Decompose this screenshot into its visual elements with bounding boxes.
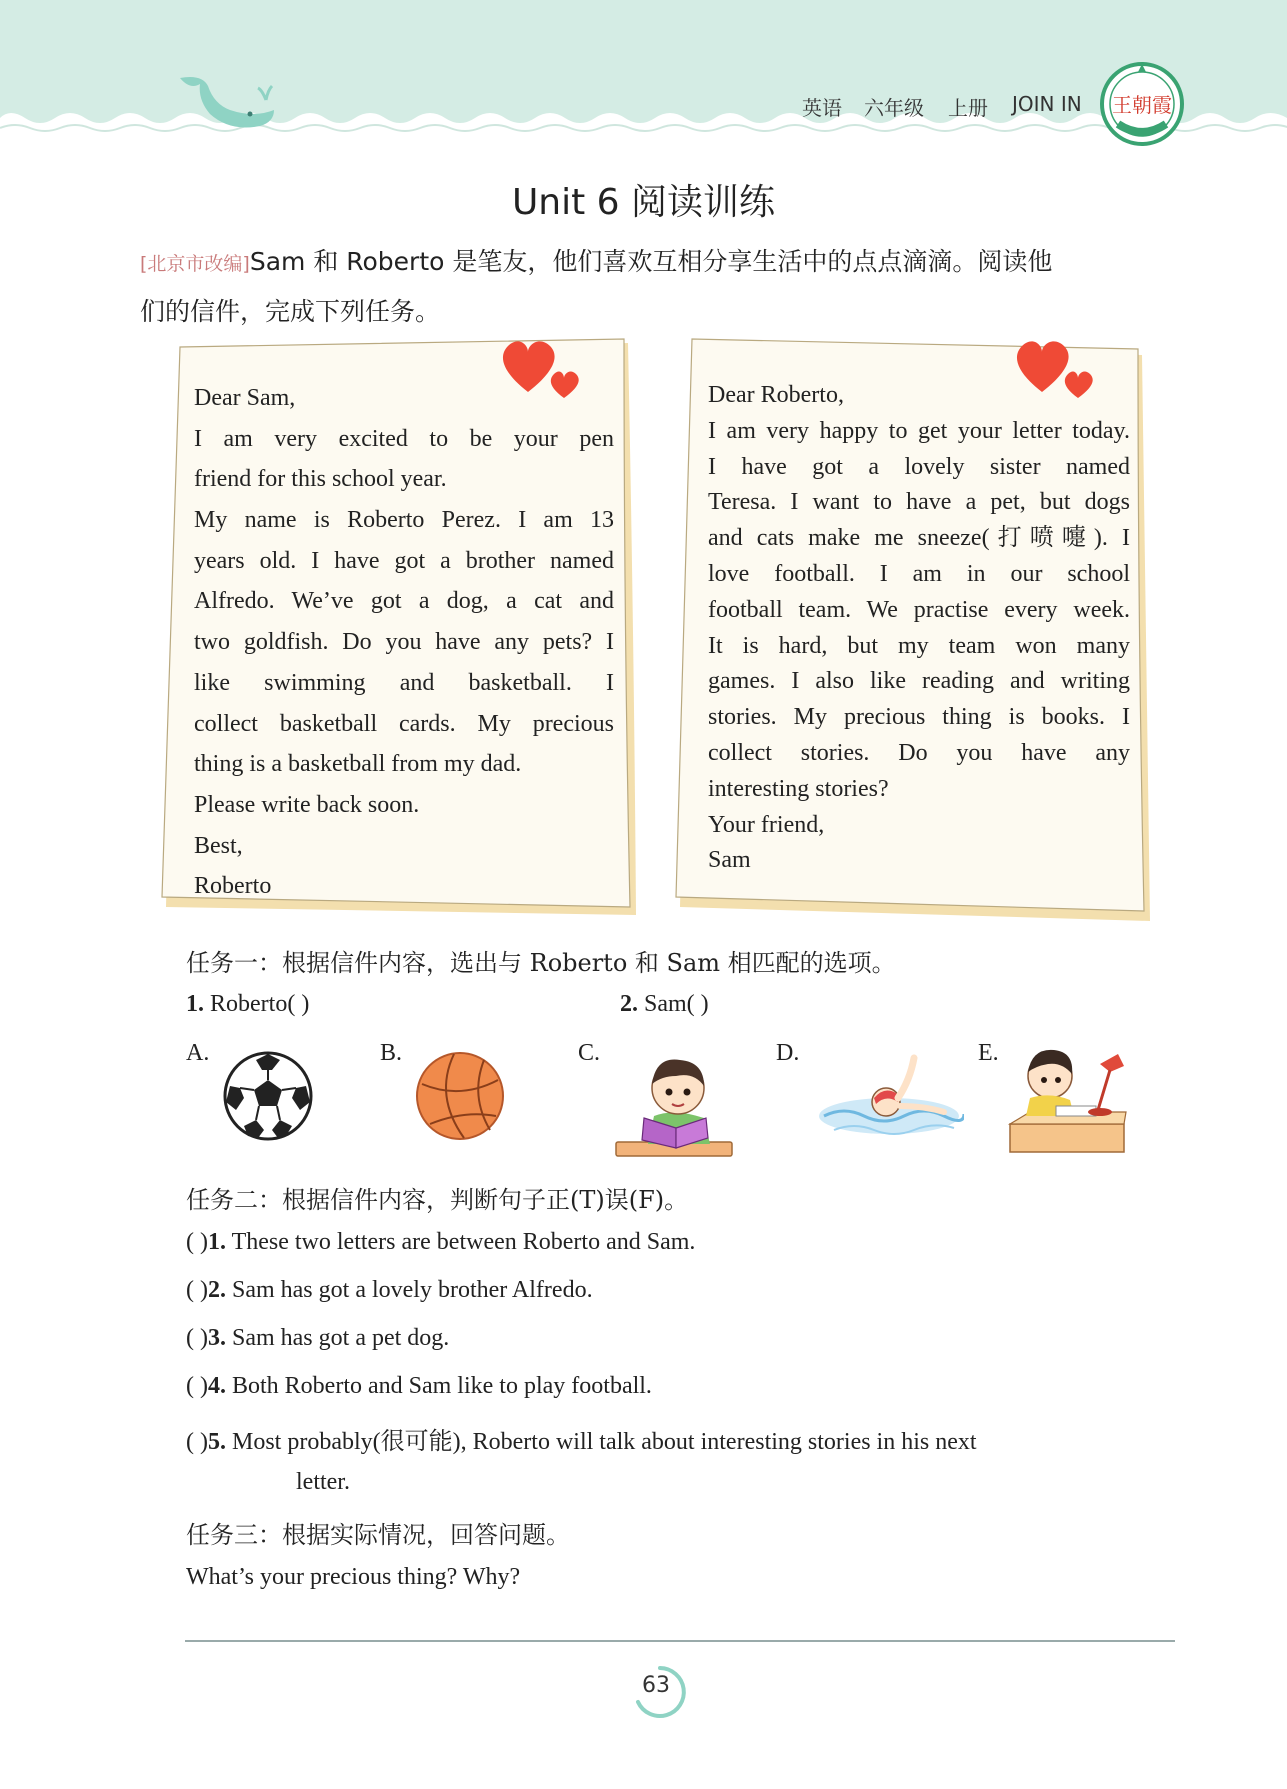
- boy-writing-icon: [1006, 1040, 1130, 1160]
- tf-number: 2.: [207, 1277, 226, 1303]
- letter1-line: Roberto: [194, 873, 272, 900]
- letter2-line: games. I also like reading and writing: [708, 668, 1130, 695]
- letter1-line: Dear Sam,: [194, 385, 296, 411]
- page-number: 63: [642, 1673, 670, 1698]
- brand-seal-logo: [1100, 62, 1184, 146]
- letter1-line: Best,: [194, 832, 243, 859]
- letter1-line: thing is a basketball from my dad.: [194, 751, 522, 778]
- task1-question-1: [186, 991, 309, 1018]
- letter2-line: love football. I am in our school: [708, 560, 1130, 587]
- header-grade: 六年级: [864, 96, 924, 120]
- tf-item-3: [186, 1325, 449, 1352]
- header-subject: 英语: [802, 96, 842, 120]
- tf-number: 4.: [207, 1373, 226, 1399]
- letter-roberto: [194, 378, 614, 907]
- page-title: Unit 6 阅读训练: [511, 182, 776, 223]
- tf-text: These two letters are between Roberto and Sam.: [231, 1229, 696, 1255]
- intro-line1: Sam 和 Roberto 是笔友，他们喜欢互相分享生活中的点点滴滴。阅读他: [249, 247, 1053, 276]
- task2-heading: 任务二：根据信件内容，判断句子正(T)误(F)。: [186, 1186, 689, 1214]
- letter1-line: friend for this school year.: [194, 466, 447, 493]
- letter2-line: Teresa. I want to have a pet, but dogs: [708, 489, 1130, 516]
- tf-item-1: [186, 1229, 695, 1256]
- answer-bracket[interactable]: ( ): [186, 1277, 208, 1303]
- swimmer-icon: [814, 1050, 964, 1150]
- tf-number: 1.: [207, 1229, 226, 1255]
- letter1-line: collect basketball cards. My precious: [194, 710, 614, 737]
- option-e-label: E.: [978, 1040, 999, 1066]
- answer-bracket[interactable]: ( ): [186, 1373, 208, 1399]
- letter2-line: Your friend,: [708, 811, 825, 838]
- tf-item-2: [186, 1277, 593, 1304]
- letter1-line: Alfredo. We’ve got a dog, a cat and: [194, 588, 614, 615]
- letter2-line: Sam: [708, 847, 751, 874]
- tf-text: Most probably(很可能), Roberto will talk about interesting stories in his next: [231, 1429, 977, 1455]
- letter1-line: Please write back soon.: [194, 791, 420, 818]
- intro-source: [北京市改编]: [140, 253, 250, 275]
- brand-text: 王朝霞: [1112, 93, 1172, 117]
- intro-paragraph: [140, 238, 1180, 336]
- header-series: JOIN IN: [1012, 92, 1082, 116]
- tf-item-5-continuation: letter.: [296, 1469, 350, 1495]
- option-c-label: C.: [578, 1040, 601, 1066]
- tf-item-5: [186, 1421, 977, 1456]
- letter2-line: and cats make me sneeze(打喷嚏). I: [708, 525, 1130, 552]
- page-header: [0, 0, 1287, 150]
- letter1-line: two goldfish. Do you have any pets? I: [194, 629, 614, 656]
- answer-bracket[interactable]: ( ): [186, 1325, 208, 1351]
- basketball-icon: [414, 1050, 506, 1142]
- task3-question: What’s your precious thing? Why?: [186, 1564, 521, 1590]
- option-a-label: A.: [186, 1040, 210, 1066]
- footer-divider: [185, 1640, 1175, 1642]
- tf-item-4: [186, 1373, 652, 1400]
- letter2-line: interesting stories?: [708, 775, 889, 802]
- letter1-line: I am very excited to be your pen: [194, 425, 614, 452]
- letter-sam: [708, 378, 1130, 879]
- header-volume: 上册: [948, 96, 988, 120]
- q1-text: Roberto( ): [210, 991, 310, 1017]
- q1-number: 1.: [186, 991, 204, 1017]
- task3-heading: 任务三：根据实际情况，回答问题。: [186, 1521, 570, 1549]
- whale-icon: [170, 70, 280, 140]
- answer-bracket[interactable]: ( ): [186, 1429, 208, 1455]
- letter1-line: years old. I have got a brother named: [194, 547, 614, 574]
- letter2-line: Dear Roberto,: [708, 382, 844, 408]
- q2-text: Sam( ): [644, 991, 709, 1017]
- letter2-line: I have got a lovely sister named: [708, 453, 1130, 480]
- option-d-label: D.: [776, 1040, 800, 1066]
- letter1-line: like swimming and basketball. I: [194, 669, 614, 696]
- letter2-line: I am very happy to get your letter today.: [708, 417, 1130, 444]
- option-b-label: B.: [380, 1040, 403, 1066]
- letter1-line: My name is Roberto Perez. I am 13: [194, 507, 614, 534]
- tf-number: 3.: [207, 1325, 226, 1351]
- letter2-line: football team. We practise every week.: [708, 596, 1130, 623]
- boy-reading-icon: [614, 1046, 734, 1162]
- tf-text: Sam has got a pet dog.: [231, 1325, 450, 1351]
- answer-bracket[interactable]: ( ): [186, 1229, 208, 1255]
- letter2-line: stories. My precious thing is books. I: [708, 704, 1130, 731]
- soccer-ball-icon: [222, 1050, 314, 1142]
- tf-text: Sam has got a lovely brother Alfredo.: [231, 1277, 593, 1303]
- letter2-line: collect stories. Do you have any: [708, 739, 1130, 766]
- task1-question-2: [620, 991, 709, 1018]
- letter2-line: It is hard, but my team won many: [708, 632, 1130, 659]
- task1-heading: 任务一：根据信件内容，选出与 Roberto 和 Sam 相匹配的选项。: [186, 949, 896, 977]
- q2-number: 2.: [620, 991, 638, 1017]
- tf-text: Both Roberto and Sam like to play football.: [231, 1373, 652, 1399]
- intro-line2: 们的信件，完成下列任务。: [140, 297, 441, 326]
- tf-number: 5.: [207, 1429, 226, 1455]
